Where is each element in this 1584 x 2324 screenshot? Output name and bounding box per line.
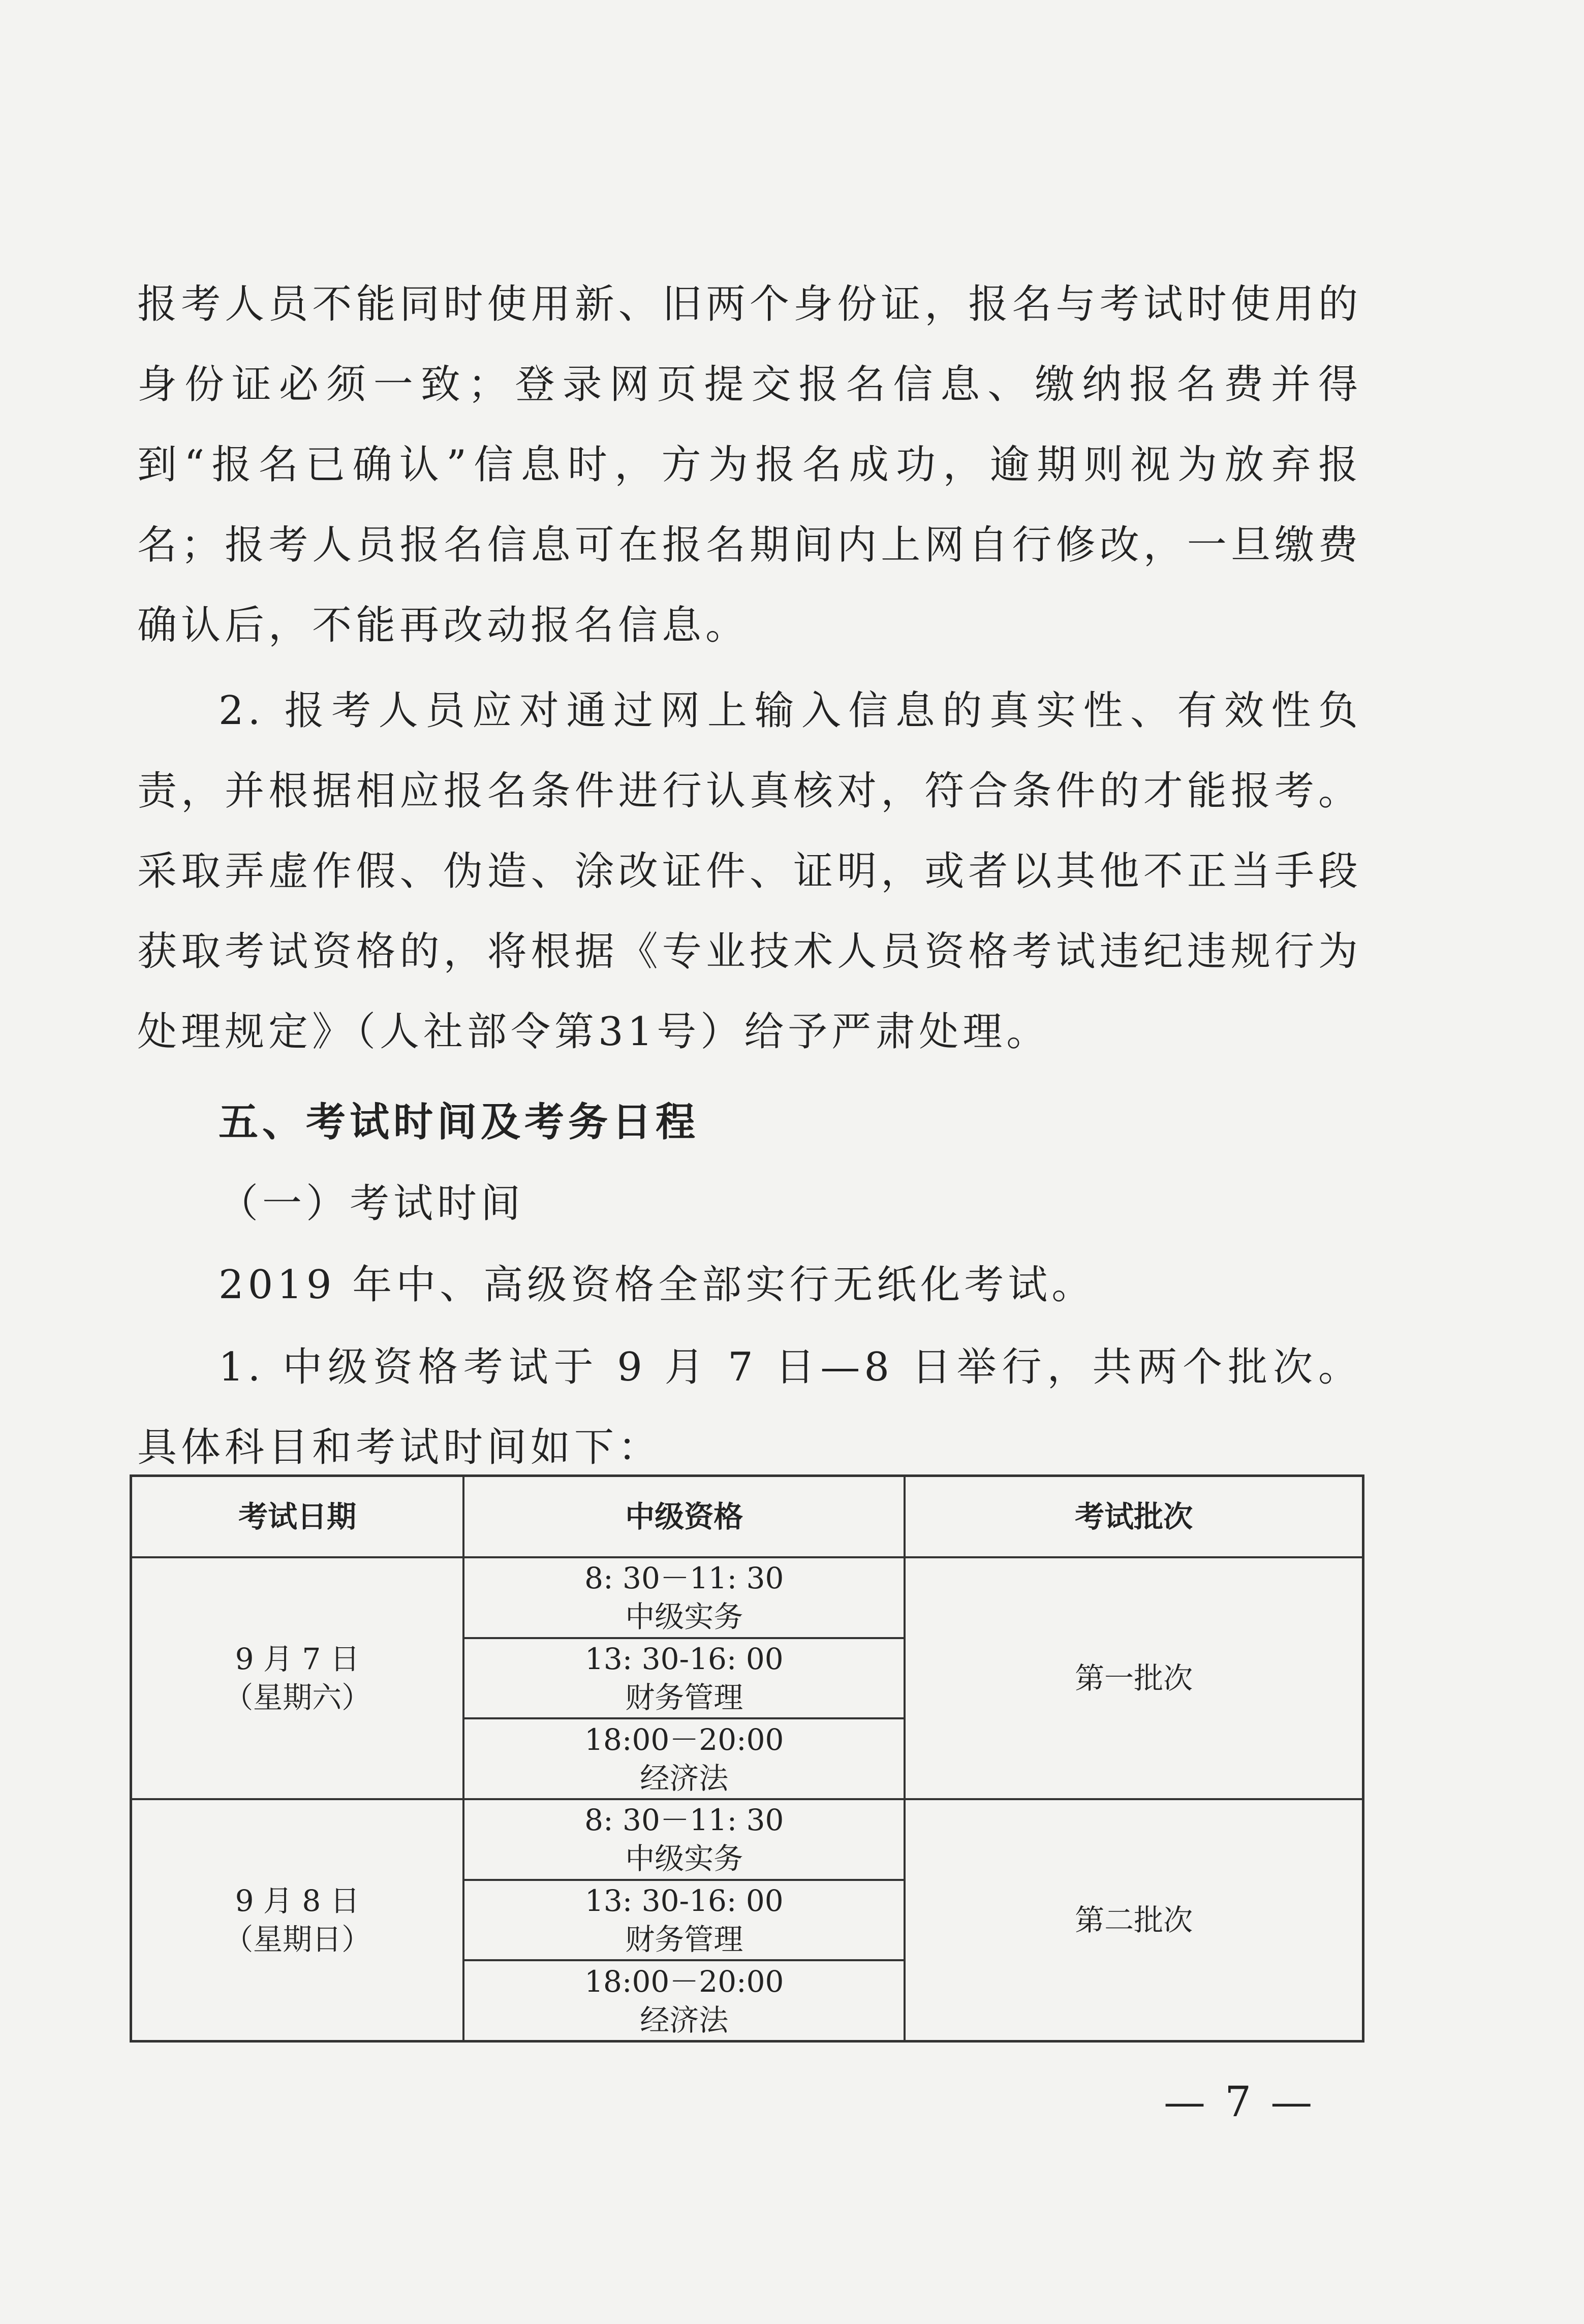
table-row xyxy=(131,1799,1363,1880)
batch-cell: 第一批次 xyxy=(905,1557,1363,1799)
section-heading-exam-time: 五、考试时间及考务日程 xyxy=(219,1100,700,1145)
session-cell xyxy=(463,1799,905,1880)
exam-weekday: （星期日） xyxy=(224,1922,371,1957)
header-qualification: 中级资格 xyxy=(463,1476,905,1558)
session-cell xyxy=(463,1718,905,1799)
session-cell xyxy=(463,1557,905,1638)
session-subject: 中级实务 xyxy=(625,1599,743,1635)
date-cell xyxy=(131,1799,464,2042)
batch-cell: 第二批次 xyxy=(905,1799,1363,2042)
session-subject: 经济法 xyxy=(640,1761,729,1796)
session-cell xyxy=(463,1880,905,1961)
session-time: 13: 30-16: 00 xyxy=(584,1883,784,1918)
exam-date: 9 月 8 日 xyxy=(235,1883,360,1918)
exam-schedule-table xyxy=(130,1474,1364,2043)
date-cell xyxy=(131,1557,464,1799)
session-subject: 经济法 xyxy=(640,2002,729,2037)
exam-weekday: （星期六） xyxy=(224,1680,371,1715)
session-time: 8: 30－11: 30 xyxy=(584,1803,784,1838)
paragraph-info-authenticity: 2. 报考人员应对通过网上输入信息的真实性、有效性负责，并根据相应报名条件进行认真核对，符合条件的才能报考。采取弄虚作假、伪造、涂改证件、证明，或者以其他不正当手段获取考试资格的，将根据《专业技术人员资格考试违纪违规行为处理规定》（人社部令第31号）给予严肃处理。 xyxy=(137,688,1362,1055)
session-subject: 中级实务 xyxy=(625,1841,743,1876)
session-time: 8: 30－11: 30 xyxy=(584,1561,784,1596)
session-subject: 财务管理 xyxy=(625,1922,743,1957)
paragraph-intermediate-schedule: 1. 中级资格考试于 9 月 7 日—8 日举行，共两个批次。具体科目和考试时间如下： xyxy=(137,1344,1362,1470)
table-row xyxy=(131,1557,1363,1638)
session-time: 13: 30-16: 00 xyxy=(584,1641,784,1676)
paragraph-id-card-rules: 报考人员不能同时使用新、旧两个身份证，报名与考试时使用的身份证必须一致；登录网页提交报名信息、缴纳报名费并得到“报名已确认”信息时，方为报名成功，逾期则视为放弃报名；报考人员报名信息可在报名期间内上网自行修改，一旦缴费确认后，不能再改动报名信息。 xyxy=(137,281,1362,648)
paragraph-paperless-exam: 2019 年中、高级资格全部实行无纸化考试。 xyxy=(219,1262,1096,1308)
session-time: 18:00－20:00 xyxy=(584,1964,784,1999)
exam-date: 9 月 7 日 xyxy=(235,1641,360,1676)
session-time: 18:00－20:00 xyxy=(584,1722,784,1757)
session-cell xyxy=(463,1638,905,1719)
header-exam-date: 考试日期 xyxy=(131,1476,464,1558)
session-subject: 财务管理 xyxy=(625,1680,743,1715)
subsection-heading-exam-time: （一）考试时间 xyxy=(219,1181,525,1227)
header-batch: 考试批次 xyxy=(905,1476,1363,1558)
table-header-row xyxy=(131,1476,1363,1558)
page-number: — 7 — xyxy=(1164,2078,1316,2126)
session-cell xyxy=(463,1960,905,2041)
